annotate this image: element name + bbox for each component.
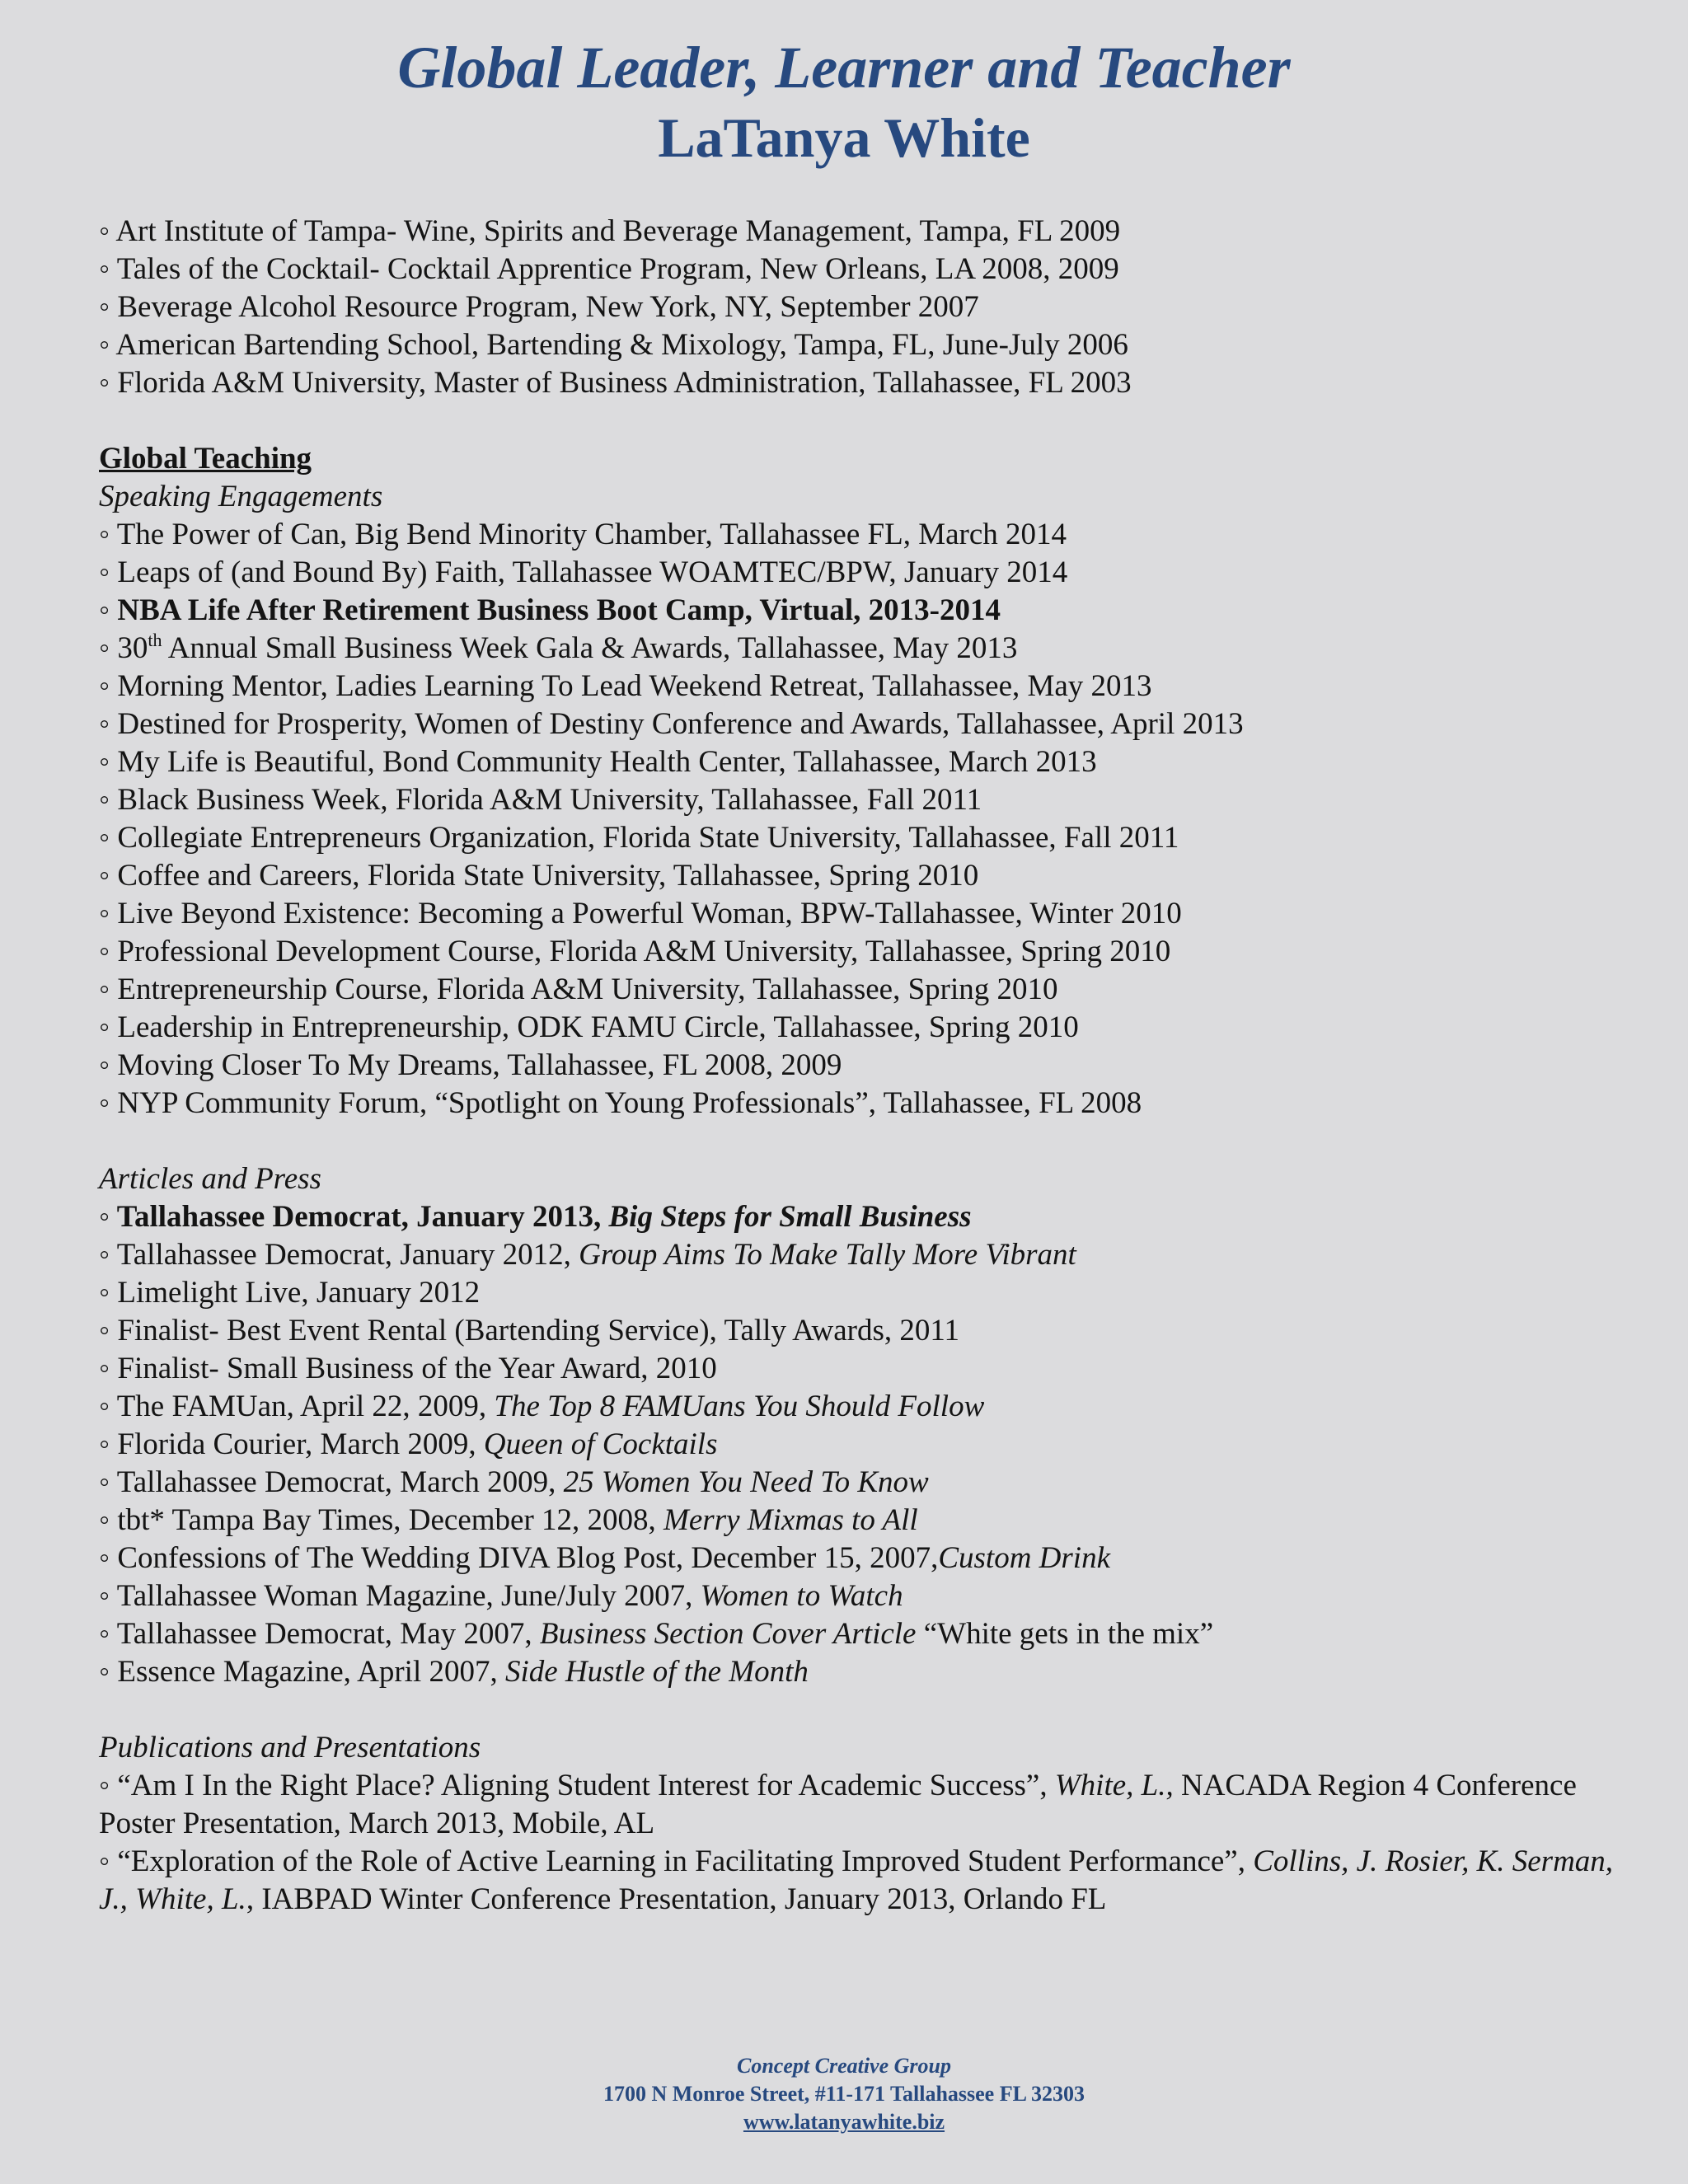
list-item: ◦ Tales of the Cocktail- Cocktail Apprentice Program, New Orleans, LA 2008, 2009 <box>99 252 1119 286</box>
list-item: ◦ Art Institute of Tampa- Wine, Spirits and Beverage Management, Tampa, FL 2009 <box>99 214 1121 248</box>
bullet: ◦ <box>99 1390 117 1423</box>
list-item: ◦ Black Business Week, Florida A&M University, Tallahassee, Fall 2011 <box>99 783 982 817</box>
subheading-publications-and-presentations: Publications and Presentations <box>99 1731 481 1765</box>
spacer <box>99 402 1632 440</box>
speaking-list <box>99 516 1632 1122</box>
ordinal-suffix: th <box>148 630 162 650</box>
page-header <box>0 33 1688 173</box>
list-item: ◦ Beverage Alcohol Resource Program, New York, NY, September 2007 <box>99 290 979 324</box>
list-item: ◦ Confessions of The Wedding DIVA Blog Post, December 15, 2007,Custom Drink <box>99 1541 1110 1575</box>
bullet: ◦ <box>99 1276 118 1310</box>
bullet: ◦ <box>99 1844 118 1878</box>
bullet: ◦ <box>99 707 118 741</box>
list-item: ◦ “Am I In the Right Place? Aligning Student Interest for Academic Success”, White, L., NACADA Region 4 Conference Poster Presentation, March 2013, Mobile, AL <box>99 1769 1577 1840</box>
list-item: ◦ Tallahassee Democrat, January 2013, Big Steps for Small Business <box>99 1200 972 1234</box>
bullet: ◦ <box>99 935 118 968</box>
bullet: ◦ <box>99 821 118 855</box>
bullet: ◦ <box>99 1503 118 1537</box>
education-list <box>99 213 1632 402</box>
bullet: ◦ <box>99 328 116 362</box>
list-item: ◦ The FAMUan, April 22, 2009, The Top 8 FAMUans You Should Follow <box>99 1390 985 1423</box>
company-address: 1700 N Monroe Street, #11-171 Tallahassee FL 32303 <box>603 2082 1085 2106</box>
bullet: ◦ <box>99 1352 118 1385</box>
page-footer <box>0 2052 1688 2136</box>
bullet: ◦ <box>99 1048 118 1082</box>
spacer <box>99 1122 1632 1160</box>
list-item: ◦ The Power of Can, Big Bend Minority Chamber, Tallahassee FL, March 2014 <box>99 518 1067 551</box>
bullet: ◦ <box>99 593 118 627</box>
list-item: ◦ Leaps of (and Bound By) Faith, Tallahassee WOAMTEC/BPW, January 2014 <box>99 555 1068 589</box>
list-item: ◦ Live Beyond Existence: Becoming a Powerful Woman, BPW-Tallahassee, Winter 2010 <box>99 897 1182 930</box>
list-item: ◦ Finalist- Small Business of the Year Award, 2010 <box>99 1352 717 1385</box>
list-item: ◦ Tallahassee Democrat, March 2009, 25 Women You Need To Know <box>99 1465 929 1499</box>
bullet: ◦ <box>99 859 118 893</box>
subheading-speaking-engagements: Speaking Engagements <box>99 480 383 513</box>
bullet: ◦ <box>99 1617 117 1651</box>
bullet: ◦ <box>99 1579 117 1613</box>
list-item: ◦ Limelight Live, January 2012 <box>99 1276 481 1310</box>
bullet: ◦ <box>99 518 117 551</box>
bullet: ◦ <box>99 252 117 286</box>
bullet: ◦ <box>99 972 118 1006</box>
person-name: LaTanya White <box>658 106 1030 169</box>
bullet: ◦ <box>99 290 118 324</box>
subheading-articles-and-press: Articles and Press <box>99 1162 321 1196</box>
list-item: ◦ Tallahassee Democrat, May 2007, Business Section Cover Article “White gets in the mix” <box>99 1617 1214 1651</box>
list-item: ◦ NBA Life After Retirement Business Boot Camp, Virtual, 2013-2014 <box>99 593 1001 627</box>
press-list <box>99 1198 1632 1691</box>
company-name: Concept Creative Group <box>737 2054 951 2078</box>
list-item: ◦ Leadership in Entrepreneurship, ODK FAMU Circle, Tallahassee, Spring 2010 <box>99 1010 1079 1044</box>
list-item: ◦ Coffee and Careers, Florida State University, Tallahassee, Spring 2010 <box>99 859 979 893</box>
list-item: ◦ Entrepreneurship Course, Florida A&M University, Tallahassee, Spring 2010 <box>99 972 1058 1006</box>
list-item: ◦ Professional Development Course, Florida A&M University, Tallahassee, Spring 2010 <box>99 935 1171 968</box>
bullet: ◦ <box>99 1427 118 1461</box>
list-item: ◦ 30th Annual Small Business Week Gala & Awards, Tallahassee, May 2013 <box>99 630 1018 665</box>
bullet: ◦ <box>99 366 118 400</box>
list-item: ◦ Florida Courier, March 2009, Queen of Cocktails <box>99 1427 718 1461</box>
page-title: Global Leader, Learner and Teacher <box>397 35 1291 101</box>
list-item: ◦ Collegiate Entrepreneurs Organization, Florida State University, Tallahassee, Fall 2011 <box>99 821 1179 855</box>
bullet: ◦ <box>99 897 118 930</box>
list-item: ◦ Finalist- Best Event Rental (Bartending Service), Tally Awards, 2011 <box>99 1314 959 1347</box>
list-item: ◦ Tallahassee Democrat, January 2012, Group Aims To Make Tally More Vibrant <box>99 1238 1076 1272</box>
publications-list <box>99 1767 1632 1919</box>
bullet: ◦ <box>99 783 118 817</box>
list-item: ◦ Morning Mentor, Ladies Learning To Lead Weekend Retreat, Tallahassee, May 2013 <box>99 669 1152 703</box>
list-item: ◦ Florida A&M University, Master of Business Administration, Tallahassee, FL 2003 <box>99 366 1132 400</box>
list-item: ◦ American Bartending School, Bartending & Mixology, Tampa, FL, June-July 2006 <box>99 328 1128 362</box>
list-item: ◦ Essence Magazine, April 2007, Side Hustle of the Month <box>99 1655 809 1689</box>
bullet: ◦ <box>99 1010 118 1044</box>
bullet: ◦ <box>99 1465 117 1499</box>
bullet: ◦ <box>99 1238 117 1272</box>
bullet: ◦ <box>99 745 118 779</box>
bullet: ◦ <box>99 555 118 589</box>
bullet: ◦ <box>99 669 118 703</box>
list-item: ◦ “Exploration of the Role of Active Learning in Facilitating Improved Student Performance”, Collins, J. Rosier, K. Serman, J., White, L., IABPAD Winter Conference Presentation, January 2013, Orlando FL <box>99 1844 1614 1916</box>
bullet: ◦ <box>99 1655 118 1689</box>
bullet: ◦ <box>99 1769 118 1802</box>
list-item: ◦ NYP Community Forum, “Spotlight on Young Professionals”, Tallahassee, FL 2008 <box>99 1086 1142 1120</box>
bullet: ◦ <box>99 1086 118 1120</box>
bullet: ◦ <box>99 1541 118 1575</box>
spacer <box>99 1691 1632 1729</box>
bullet: ◦ <box>99 214 116 248</box>
list-item: ◦ Destined for Prosperity, Women of Destiny Conference and Awards, Tallahassee, April 2013 <box>99 707 1244 741</box>
bullet: ◦ <box>99 1200 117 1234</box>
resume-content <box>99 213 1632 1919</box>
bullet: ◦ <box>99 1314 118 1347</box>
list-item: ◦ Tallahassee Woman Magazine, June/July 2007, Women to Watch <box>99 1579 903 1613</box>
section-heading-global-teaching: Global Teaching <box>99 442 312 476</box>
bullet: ◦ <box>99 631 118 665</box>
list-item: ◦ Moving Closer To My Dreams, Tallahassee, FL 2008, 2009 <box>99 1048 842 1082</box>
list-item: ◦ My Life is Beautiful, Bond Community Health Center, Tallahassee, March 2013 <box>99 745 1097 779</box>
website-link[interactable]: www.latanyawhite.biz <box>743 2110 945 2134</box>
list-item: ◦ tbt* Tampa Bay Times, December 12, 2008, Merry Mixmas to All <box>99 1503 918 1537</box>
